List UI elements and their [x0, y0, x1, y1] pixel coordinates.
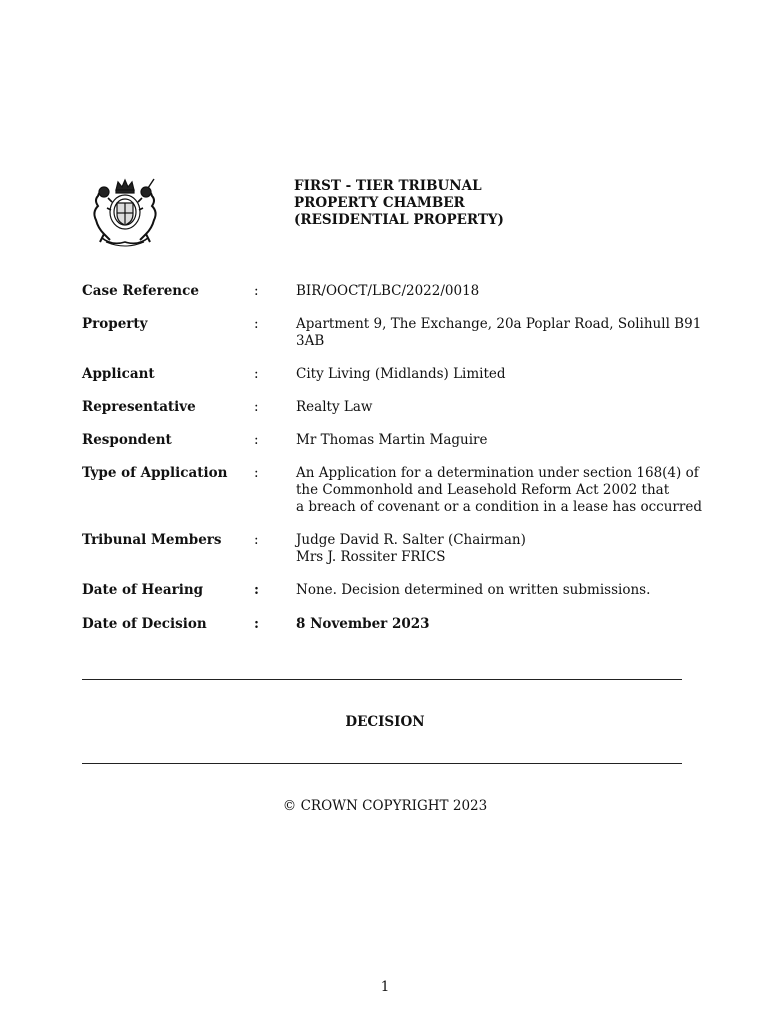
page-number: 1 — [380, 979, 390, 995]
respondent-value: Mr Thomas Martin Maguire — [296, 432, 488, 448]
representative-value: Realty Law — [296, 399, 373, 415]
divider-top — [82, 679, 682, 680]
divider-bottom — [82, 763, 682, 764]
application-line-1: An Application for a determination under section 168(4) of — [296, 465, 699, 481]
property-label: Property — [82, 316, 148, 332]
decision-title: DECISION — [345, 714, 425, 730]
date-of-decision-value: 8 November 2023 — [296, 616, 430, 632]
heading-line-1: FIRST - TIER TRIBUNAL — [294, 178, 482, 194]
colon: : — [254, 432, 259, 448]
member-line-1: Judge David R. Salter (Chairman) — [296, 532, 526, 548]
colon: : — [254, 399, 259, 415]
copyright-notice: © CROWN COPYRIGHT 2023 — [282, 798, 488, 814]
tribunal-members-value — [296, 532, 676, 566]
respondent-label: Respondent — [82, 432, 172, 448]
colon: : — [254, 616, 259, 632]
royal-coat-of-arms-icon — [82, 176, 168, 248]
heading-line-3: (RESIDENTIAL PROPERTY) — [294, 212, 504, 228]
type-of-application-value — [296, 465, 702, 516]
property-value — [296, 316, 702, 350]
heading-line-2: PROPERTY CHAMBER — [294, 195, 465, 211]
property-line-2: 3AB — [296, 333, 325, 349]
representative-label: Representative — [82, 399, 196, 415]
applicant-label: Applicant — [82, 366, 155, 382]
application-line-3: a breach of covenant or a condition in a lease has occurred — [296, 499, 702, 515]
date-of-hearing-label: Date of Hearing — [82, 582, 204, 598]
case-reference-label: Case Reference — [82, 283, 199, 299]
colon: : — [254, 366, 259, 382]
colon: : — [254, 532, 259, 548]
colon: : — [254, 316, 259, 332]
tribunal-members-label: Tribunal Members — [82, 532, 222, 548]
case-reference-value: BIR/OOCT/LBC/2022/0018 — [296, 283, 480, 299]
property-line-1: Apartment 9, The Exchange, 20a Poplar Road, Solihull B91 — [296, 316, 702, 332]
application-line-2: the Commonhold and Leasehold Reform Act 2002 that — [296, 482, 670, 498]
applicant-value: City Living (Midlands) Limited — [296, 366, 506, 382]
date-of-decision-label: Date of Decision — [82, 616, 207, 632]
colon: : — [254, 465, 259, 481]
type-of-application-label: Type of Application — [82, 465, 228, 481]
tribunal-heading — [294, 178, 504, 229]
member-line-2: Mrs J. Rossiter FRICS — [296, 549, 446, 565]
colon: : — [254, 283, 259, 299]
colon: : — [254, 582, 259, 598]
date-of-hearing-value: None. Decision determined on written submissions. — [296, 582, 651, 598]
